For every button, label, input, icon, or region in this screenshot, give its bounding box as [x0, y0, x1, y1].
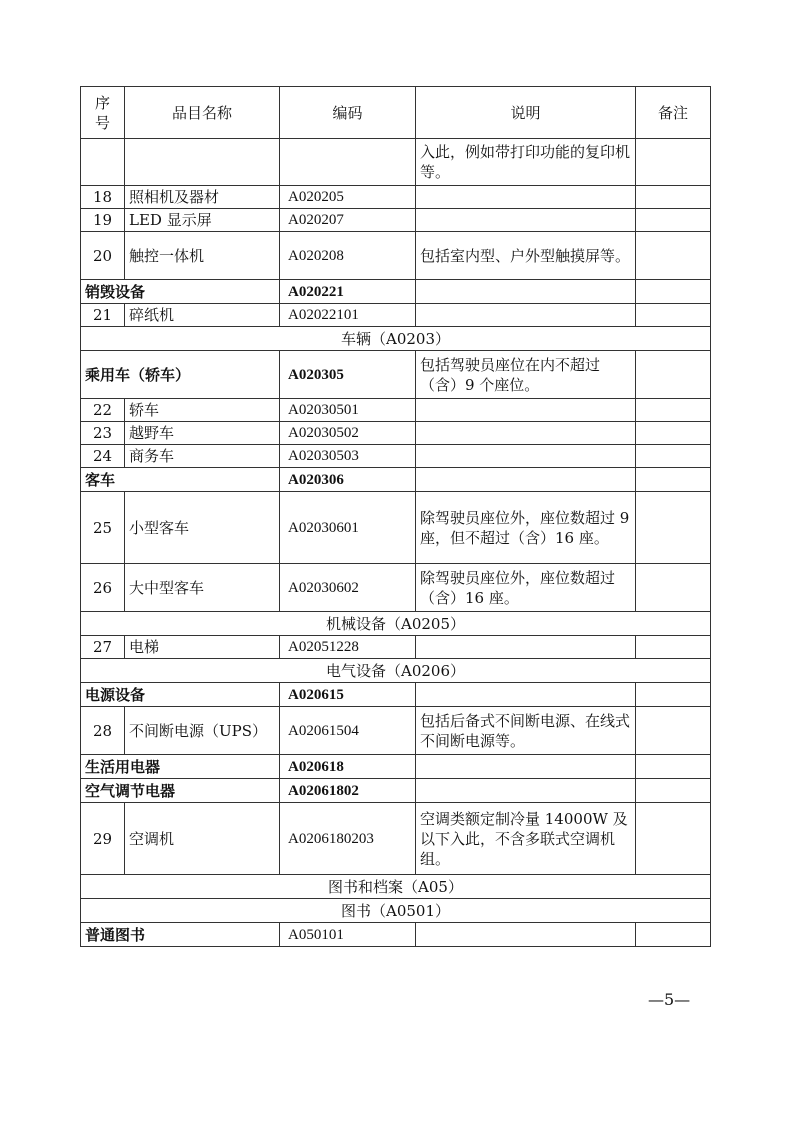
- category-code: A020618: [280, 755, 416, 779]
- header-num: 序 号: [81, 87, 125, 139]
- row-code: A020205: [280, 186, 416, 209]
- table-row: [81, 186, 711, 209]
- row-name: LED 显示屏: [125, 209, 280, 232]
- table-row: [81, 422, 711, 445]
- table-row: [81, 304, 711, 327]
- section-row: [81, 659, 711, 683]
- row-code: A020208: [280, 232, 416, 280]
- table-row: [81, 209, 711, 232]
- category-row: [81, 683, 711, 707]
- section-title: 车辆（A0203）: [81, 327, 711, 351]
- row-code: A02030503: [280, 445, 416, 468]
- category-code: A020306: [280, 468, 416, 492]
- header-note: 备注: [636, 87, 711, 139]
- category-name: 电源设备: [81, 683, 280, 707]
- row-code: A02030501: [280, 399, 416, 422]
- header-code: 编码: [280, 87, 416, 139]
- category-row: [81, 351, 711, 399]
- row-num: 20: [81, 232, 125, 280]
- category-row: [81, 755, 711, 779]
- row-desc: 入此，例如带打印功能的复印机等。: [416, 139, 636, 186]
- section-row: [81, 327, 711, 351]
- category-code: A020305: [280, 351, 416, 399]
- row-code: A02051228: [280, 636, 416, 659]
- category-row: [81, 280, 711, 304]
- page-number: —5—: [648, 990, 691, 1009]
- row-name: 越野车: [125, 422, 280, 445]
- row-desc: 包括后备式不间断电源、在线式不间断电源等。: [416, 707, 636, 755]
- row-desc: 除驾驶员座位外，座位数超过（含）16 座。: [416, 564, 636, 612]
- row-num: 26: [81, 564, 125, 612]
- category-desc: 包括驾驶员座位在内不超过（含）9 个座位。: [416, 351, 636, 399]
- row-num: 19: [81, 209, 125, 232]
- section-row: [81, 612, 711, 636]
- header-name: 品目名称: [125, 87, 280, 139]
- table-header-row: [81, 87, 711, 139]
- table-row: [81, 803, 711, 875]
- row-desc: 空调类额定制冷量 14000W 及以下入此，不含多联式空调机组。: [416, 803, 636, 875]
- row-code: A0206180203: [280, 803, 416, 875]
- row-num: 27: [81, 636, 125, 659]
- category-name: 空气调节电器: [81, 779, 280, 803]
- table-row: [81, 139, 711, 186]
- category-row: [81, 923, 711, 947]
- row-num: 29: [81, 803, 125, 875]
- row-num: 24: [81, 445, 125, 468]
- category-code: A020221: [280, 280, 416, 304]
- row-name: 照相机及器材: [125, 186, 280, 209]
- category-row: [81, 779, 711, 803]
- row-num: 28: [81, 707, 125, 755]
- row-code: A02030502: [280, 422, 416, 445]
- table-row: [81, 445, 711, 468]
- category-row: [81, 468, 711, 492]
- row-num: 23: [81, 422, 125, 445]
- table-row: [81, 636, 711, 659]
- row-desc: 除驾驶员座位外，座位数超过 9 座，但不超过（含）16 座。: [416, 492, 636, 564]
- procurement-catalog-table: [80, 86, 711, 947]
- row-code: A020207: [280, 209, 416, 232]
- category-code: A02061802: [280, 779, 416, 803]
- row-code: A02030601: [280, 492, 416, 564]
- row-num: 22: [81, 399, 125, 422]
- category-code: A020615: [280, 683, 416, 707]
- row-code: A02022101: [280, 304, 416, 327]
- section-row: [81, 875, 711, 899]
- category-name: 乘用车（轿车）: [81, 351, 280, 399]
- category-name: 客车: [81, 468, 280, 492]
- row-name: 商务车: [125, 445, 280, 468]
- row-num: 21: [81, 304, 125, 327]
- section-title: 机械设备（A0205）: [81, 612, 711, 636]
- category-name: 销毁设备: [81, 280, 280, 304]
- table-row: [81, 232, 711, 280]
- row-name: 电梯: [125, 636, 280, 659]
- section-title: 电气设备（A0206）: [81, 659, 711, 683]
- row-name: 空调机: [125, 803, 280, 875]
- row-name: 触控一体机: [125, 232, 280, 280]
- row-name: 不间断电源（UPS）: [125, 707, 280, 755]
- category-code: A050101: [280, 923, 416, 947]
- row-name: 大中型客车: [125, 564, 280, 612]
- section-title: 图书（A0501）: [81, 899, 711, 923]
- row-code: A02030602: [280, 564, 416, 612]
- row-desc: 包括室内型、户外型触摸屏等。: [416, 232, 636, 280]
- row-num: 18: [81, 186, 125, 209]
- section-row: [81, 899, 711, 923]
- table-row: [81, 707, 711, 755]
- category-name: 生活用电器: [81, 755, 280, 779]
- header-desc: 说明: [416, 87, 636, 139]
- category-name: 普通图书: [81, 923, 280, 947]
- table-row: [81, 399, 711, 422]
- row-name: 轿车: [125, 399, 280, 422]
- row-name: 碎纸机: [125, 304, 280, 327]
- table-row: [81, 492, 711, 564]
- row-num: 25: [81, 492, 125, 564]
- row-name: 小型客车: [125, 492, 280, 564]
- row-code: A02061504: [280, 707, 416, 755]
- section-title: 图书和档案（A05）: [81, 875, 711, 899]
- table-row: [81, 564, 711, 612]
